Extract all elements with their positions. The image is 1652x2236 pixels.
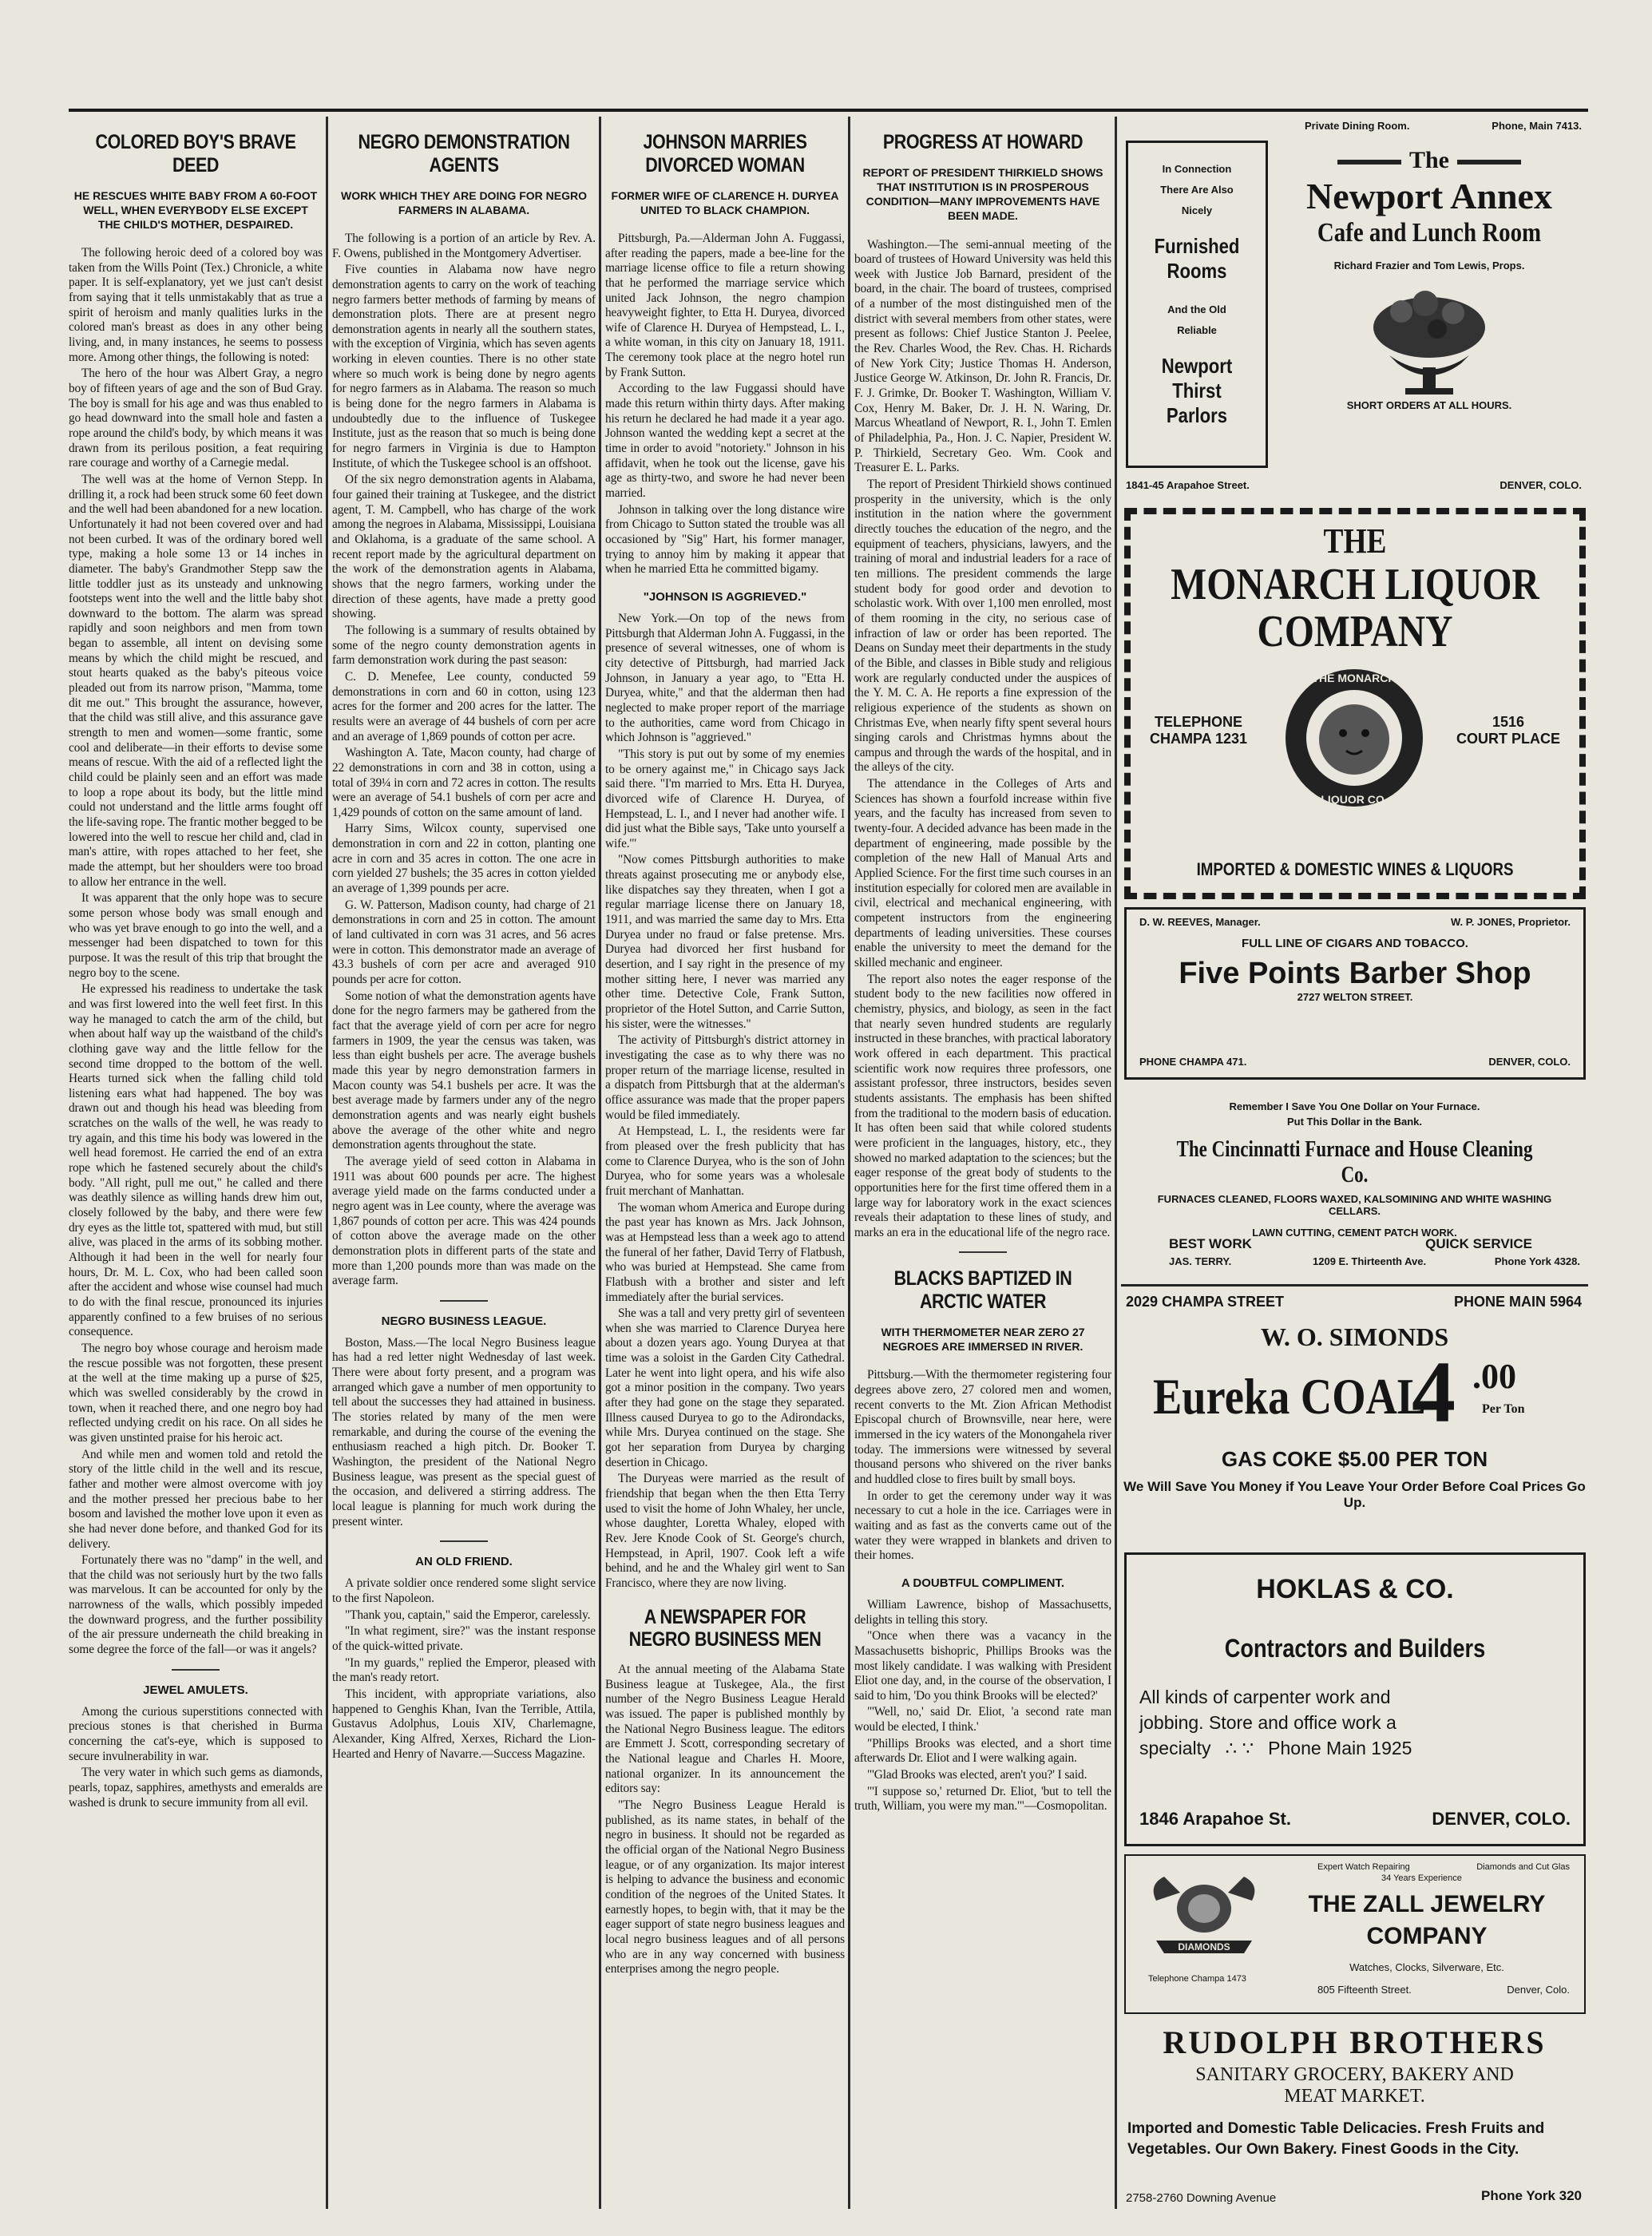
column-rule: [326, 117, 328, 2209]
paragraph: The very water in which such gems as diamonds, pearls, topaz, sapphires, amethysts and emeralds are washed is drunk to secure immunity from all evil.: [69, 1766, 323, 1810]
paragraph: "In what regiment, sire?" was the instant response of the quick-witted private.: [332, 1624, 596, 1653]
ad-price: 4: [1412, 1343, 1456, 1441]
paragraph: "'I suppose so,' returned Dr. Eliot, 'but to tell the truth, William, you were my man.'"—Cosmopolitan.: [854, 1784, 1111, 1814]
ad-title: COMPANY: [1257, 606, 1453, 656]
paragraph: Fortunately there was no "damp" in the well, and that the child was not seriously hurt by the two falls was marvelous. It can be accounted for only by the narrowness of the walls, which possibly impeded the downward progress, and the further possibility of the air pressure underneath the child breaking in some degree the force of the fall—or was it angels?: [69, 1553, 323, 1657]
ad-text: Furnished: [1154, 234, 1240, 258]
deck-progress-howard: REPORT OF PRESIDENT THIRKIELD SHOWS THAT INSTITUTION IS IN PROSPEROUS CONDITION—MANY IMPROVEMENTS HAVE BEEN MADE.: [862, 165, 1103, 223]
paragraph: The attendance in the Colleges of Arts and Sciences has shown a fourfold increase within five years, and the faculty has increased from seven to twenty-four. A decided advance has been made in the department of engineering, made possible by the completion of the new Hall of Manual Arts and Applied Science. For the first time such courses in an institution especially for colored men are available in civil, electrical and mechanical engineering, with competent instructors from the engineering departments of leading universities. These courses enable the university to meet the demand for the skilled mechanic and engineer.: [854, 777, 1111, 969]
ad-text: THE: [1323, 521, 1387, 561]
column-4: [854, 117, 1111, 2209]
ad-text: Phone York 4328.: [1494, 1255, 1580, 1267]
paragraph: The report of President Thirkield shows continued prosperity in the university, which is the only institution in the nation where the government directly touches the education of the negro, and the equipment of teachers, physicians, lawyers, and the training of moral and industrial leaders for a race of ten millions. The president commends the large student body for good order and devotion to scholastic work. With over 1,100 men enrolled, most of them rooming in the city, no serious case of infraction of law or order has been reported. The Deans on Sunday meet their departments in the study of the Bible, and classes in Bible study and religious work are regularly conducted under the auspices of the Y. M. C. A. He reports a fine expression of the religious experience of the students as shown on Christmas Eve, when nearly fifty spent several hours singing carols and Christmas hymns about the campus and through the wards of the hospital, and in the alleys of the city.: [854, 478, 1111, 775]
paragraph: "This story is put out by some of my enemies to be ornery against me," in Chicago says Jack said there. "I'm married to Mrs. Etta H. Duryea, divorced wife of Clarence H. Duryea, of Hempstead, L. I., and I never had another wife. I did just what the Bible says, 'Take unto yourself a wife.'": [605, 747, 845, 850]
column-2: [332, 117, 596, 2209]
crest-label: DIAMONDS: [1178, 1941, 1230, 1953]
ad-zall-jewelry: [1124, 1854, 1586, 2014]
paragraph: "The Negro Business League Herald is published, as its name states, in behalf of the negro in business. It should not be regarded as the official organ of the National Negro Business league, or of any organization. Its major interest is helping to advance the business and economic condition of the negroes of the United States. It earnestly hopes, to begin with, that it may be the eager support of state negro business leagues and local negro business leagues and of all persons who are in any way concerned with business enterprises among the negro people.: [605, 1798, 845, 1976]
ad-text: Phone York 320: [1481, 2188, 1582, 2203]
ad-text: FURNACES CLEANED, FLOORS WAXED, KALSOMINING AND WHITE WASHING CELLARS.: [1157, 1193, 1552, 1217]
ad-title: RUDOLPH BROTHERS: [1163, 2024, 1547, 2060]
ad-text: IMPORTED & DOMESTIC WINES & LIQUORS: [1196, 859, 1514, 879]
ad-text: Put This Dollar in the Bank.: [1286, 1116, 1423, 1128]
paragraph: The following heroic deed of a colored boy was taken from the Wills Point (Tex.) Chronicle, a white paper. It is self-explanatory, yet we just can't desist from saying that it tells unmistakably that as true a spirit of heroism and manly qualities lurks in the colored man's breast as does in any other being living, and, in many instances, he seems to possess more. Among other things, the following is noted:: [69, 246, 323, 364]
article-progress-howard: [854, 238, 1111, 1241]
article-blacks-baptized: [854, 1368, 1111, 1564]
ad-rule: [1121, 1284, 1588, 1286]
paragraph: The report also notes the eager response of the student body to the new facilities now offered in chemistry, physics, and biology, as seen in the fact that nearly seven hundred students are regularly instructed in these branches, with practical laboratory work offered in each department. This practical scientific work now requires three professors, one assistant professor, three instructors, besides seven students assistants. The emphasis has been shifted from the traditional to the modern basis of education. It has often been said that while colored students were proficient in the languages, history, etc., they showed no marked adaptation to the sciences; but the eager response of the great body of students to the opportunities here for the first time offered them in a large way for laboratory work in the exact sciences reveals their adaptation to these lines of study, and marks an era in the educational life of the negro race.: [854, 972, 1111, 1239]
column-1: [69, 117, 323, 2209]
ad-text: SANITARY GROCERY, BAKERY AND: [1195, 2064, 1514, 2085]
ad-text: Expert Watch Repairing: [1317, 1862, 1410, 1872]
paragraph: Johnson in talking over the long distance wire from Chicago to Sutton stated the trouble was all occasioned by "Sig" Hart, his former manager, trying to annoy him by making it appear that when he married Etta he committed bigamy.: [605, 502, 845, 577]
column-5-ads: [1121, 117, 1588, 2209]
headline-blacks-baptized: BLACKS BAPTIZED IN ARCTIC WATER: [893, 1267, 1072, 1314]
ad-text: DENVER, COLO.: [1488, 1056, 1571, 1068]
paragraph: The following is a portion of an article by Rev. A. F. Owens, published in the Montgomery Advertiser.: [332, 231, 596, 260]
ad-text: DENVER, COLO.: [1432, 1809, 1571, 1829]
ad-text: Per Ton: [1482, 1402, 1525, 1416]
ad-title: The Cincinnatti Furnace and House Cleaning Co.: [1176, 1137, 1533, 1187]
column-3: [605, 117, 845, 2209]
top-rule: [69, 109, 1588, 112]
paragraph: Pittsburgh, Pa.—Alderman John A. Fuggassi, after reading the papers, made a bee-line for the marriage license office to file a return showing that he performed the marriage service which united Jack Johnson, the negro champion heavyweight fighter, to Etta H. Duryea, divorced wife of Clarence H. Duryea of Hempstead, L. I., a white woman, in this city on January 18, 1911. The ceremony took place at the negro hotel run by Frank Sutton.: [605, 231, 845, 379]
ad-text: SHORT ORDERS AT ALL HOURS.: [1346, 399, 1512, 412]
ad-hoklas: [1124, 1552, 1586, 1846]
paragraph: And while men and women told and retold the story of the little child in the well and its rescue, father and mother were almost overcome with joy and the mother pressed her precious babe to her bosom and lavished the mother love upon it even as she had never done before, and thanked God for its delivery.: [69, 1447, 323, 1551]
paragraph: Pittsburg.—With the thermometer registering four degrees above zero, 27 colored men and women, recent converts to the Mt. Zion African Methodist Episcopal church of Brownsville, near here, were immersed in the icy waters of the Monongahela river today. The immersions were witnessed by several thousand persons who shivered on the river banks and huddled close to fires built by small boys.: [854, 1368, 1111, 1486]
decorative-rule: [1457, 160, 1521, 165]
paragraph: The well was at the home of Vernon Stepp. In drilling it, a rock had been struck some 60 feet down and the well had been abandoned for a new location. Unfortunately it had not been covered over and had not been curbed. It was of the ordinary bored well type, making a hole some 13 or 14 inches in diameter. The baby's Grandmother Stepp saw the little toddler just as its unsteady and unknowing footsteps went into the well and the little baby shot downward to the bottom. The alarm was spread rapidly and soon neighbors and men from town began to assemble, all intent on devising some means by which the child might be rescued, and stout hearts quaked as the baby's piteous voice pleaded out from its narrow prison, "Mamma, tome dit me out." This brought the assurance, however, that the child was still alive, and this assurance gave strength to men and women—some frantic, some cool and deliberate—in their efforts to devise some means of rescue. With the aid of a reflected light the child could be plainly seen and an effort was made to loop a rope about its body, but the little mind could not understand and the little arms fought off the life-saving rope. The frantic mother begged to be lowered into the well to rescue her child and, clad in man's attire, with ropes attached to her feet, she made the attempt, but her shoulders were too broad to allow her entrance in the well.: [69, 472, 323, 889]
paragraph: The hero of the hour was Albert Gray, a negro boy of fifteen years of age and the son of Bud Gray. The boy is small for his age and was thus enabled to go head downward into the small hole and fasten a rope around the child's body, by which means it was drawn from its perilous position, a feat requiring rare courage and worthy of a Carnegie medal.: [69, 367, 323, 470]
ad-subtitle: Cafe and Lunch Room: [1317, 218, 1542, 248]
ad-title: HOKLAS & CO.: [1256, 1574, 1454, 1604]
ad-text: Phone, Main 7413.: [1492, 120, 1582, 132]
deck-brave-deed: HE RESCUES WHITE BABY FROM A 60-FOOT WELL, WHEN EVERYBODY ELSE EXCEPT THE CHILD'S MOTHER, DESPAIRED.: [73, 188, 318, 231]
ad-text: Reliable: [1177, 324, 1217, 336]
ad-text: All kinds of carpenter work and jobbing. Store and office work a specialty ∴ ∵ Phone Main 1925: [1139, 1687, 1412, 1759]
subhead-business-league: NEGRO BUSINESS LEAGUE.: [381, 1314, 547, 1328]
ad-text: 34 Years Experience: [1381, 1873, 1462, 1883]
ad-text: Private Dining Room.: [1305, 120, 1410, 132]
paragraph: This incident, with appropriate variations, also happened to Genghis Khan, Ivan the Terrible, Attila, Gustavus Adolphus, Louis XIV, Charlemagne, Alexander, King Alfred, Xerxes, Richard the Lion-Hearted and Henry of Navarre.—Success Magazine.: [332, 1687, 596, 1761]
ad-text: Telephone Champa 1473: [1148, 1974, 1246, 1984]
headline-newspaper-business: A NEWSPAPER FOR NEGRO BUSINESS MEN: [628, 1605, 822, 1651]
decorative-rule: [1337, 160, 1401, 165]
ad-title: THE ZALL JEWELRY: [1308, 1891, 1546, 1917]
paragraph: The negro boy whose courage and heroism made the rescue possible was not forgotten, these present at the well at the time making up a purse of $25, which was swelled considerably by the crowd in town, when it reached there, and one negro boy had reflected undying credit on his race. On all sides he was given unstinted praise for his heroic act.: [69, 1341, 323, 1445]
ad-text: Rooms: [1167, 259, 1227, 283]
subhead-old-friend: AN OLD FRIEND.: [415, 1555, 513, 1569]
ad-text: Richard Frazier and Tom Lewis, Props.: [1333, 260, 1525, 272]
ad-text: D. W. REEVES, Manager.: [1139, 916, 1261, 928]
paragraph: Boston, Mass.—The local Negro Business league has had a red letter night Wednesday of last week. There were about forty present, and a program was arranged which gave a number of men opportunity to tell about the successes they had attained in business. The stories related by many of the men were remarkable, and during the course of the evening the enthusiasm reached a high pitch. Dr. Booker T. Washington, the president of the National Negro Business league, was present as the special guest of the occasion, and delivered a stirring address. The local league is planning for much work during the present winter.: [332, 1335, 596, 1528]
ad-title: Newport Annex: [1306, 176, 1552, 216]
ad-text: 1516 COURT PLACE: [1456, 714, 1560, 747]
paragraph: G. W. Patterson, Madison county, had charge of 21 demonstrations in corn and 25 in cotton. The amount of land cultivated in corn was 31 acres, and 56 acres were in cotton. This demonstrator made an average of 43.3 bushels of corn per acre and averaged 910 pounds per acre for cotton.: [332, 898, 596, 987]
paragraph: William Lawrence, bishop of Massachusetts, delights in telling this story.: [854, 1597, 1111, 1627]
ad-text: Imported and Domestic Table Delicacies. Fresh Fruits and Vegetables. Our Own Bakery. Finest Goods in the City.: [1127, 2120, 1545, 2158]
ad-text: 2029 CHAMPA STREET: [1126, 1294, 1285, 1310]
paragraph: A private soldier once rendered some slight service to the first Napoleon.: [332, 1576, 596, 1605]
ad-text: QUICK SERVICE: [1425, 1236, 1532, 1251]
ad-text: Parlors: [1166, 403, 1228, 427]
newspaper-page: [69, 109, 1588, 2209]
ad-text: Diamonds and Cut Glas: [1476, 1862, 1570, 1872]
seal-bottom-text: LIQUOR CO.: [1321, 793, 1388, 806]
separator: [440, 1300, 488, 1302]
deck-johnson-marries: FORMER WIFE OF CLARENCE H. DURYEA UNITED TO BLACK CHAMPION.: [611, 188, 839, 216]
seal-top-text: THE MONARCH: [1312, 672, 1396, 684]
separator: [172, 1669, 220, 1671]
column-rule: [1115, 117, 1117, 2209]
paragraph: He expressed his readiness to undertake the task and was first lowered into the well feet first. In this way he managed to catch the arm of the child, but when about half way up the waistband of the child's clothing gave way and the little fellow for the second time dropped to the bottom of the well. Hearts turned sick when the falling child told listening ears what had happened. The boy was drawn out and though his head was bleeding from scratches on the walls of the well, he was ready to try again, and this time his body was lowered in the well head foremost. He carried the end of an extra rope which he fastened securely about the child's body. "All right, pull me out," he called and there was deathly silence as willing hands drew him out, closely followed by the baby, and there were few dry eyes as the little tot, spattered with mud, but still alive, was placed in the arms of its sobbing mother. Although it had been in the well for nearly four hours, Dr. M. L. Cox, who had been called soon after the accident and whose wise counsel had much to do with the final rescue, pronounced its injuries apparently confined to a few bruises of no serious consequence.: [69, 982, 323, 1339]
paragraph: At the annual meeting of the Alabama State Business league at Tuskegee, Ala., the first number of the Negro Business League Herald was issued. The paper is published monthly by the National Negro Business league. The editors are Emmett J. Scott, corresponding secretary of the National league and Charles H. Moore, national organizer. In its announcement the editors say:: [605, 1663, 845, 1796]
headline-progress-howard: PROGRESS AT HOWARD: [882, 131, 1084, 153]
article-johnson-marries: [605, 232, 845, 577]
ad-text: And the Old: [1167, 303, 1226, 315]
article-newspaper-business: [605, 1663, 845, 1977]
ad-text: FULL LINE OF CIGARS AND TOBACCO.: [1242, 937, 1468, 950]
ad-text: There Are Also: [1160, 184, 1234, 196]
paragraph: "Now comes Pittsburgh authorities to make threats against prosecuting me or anybody else, like dispatches say they threaten, when I got a regular marriage license there on January 18, 1911, and was married the same day to Mrs. Etta Duryea under no fraud or false pretense. Mrs. Duryea had divorced her first husband for desertion, and I say right in the presence of my mother sitting here, I never was married any other time. Detective Cole, Frank Sutton, proprietor of the Hotel Sutton, and Carrie Sutton, his sister, were the witnesses.": [605, 853, 845, 1031]
ad-text: 805 Fifteenth Street.: [1317, 1984, 1412, 1996]
ad-eureka-coal: [1121, 1290, 1588, 1546]
column-rule: [599, 117, 601, 2209]
paragraph: Washington.—The semi-annual meeting of the board of trustees of Howard University was held this week with Justice Job Barnard, president of the board, in the chair. The board of trustees, comprised of a number of the most distinguished men of the district with several members from other states, were present as follows: Chief Justice Stanton J. Peelee, the Rev. Charles Wood, the Rev. Chas. H. Richards of New York City; Justice Thomas H. Anderson, Justice George W. Atkinson, Dr. John R. Francis, Dr. F. J. Grimke, Dr. Booker T. Washington, William V. Cox, Henry M. Baker, Dr. J. H. N. Waring, Dr. Marcus Wheatland of Newport, R. I., John T. Emlen of Philadelphia, Pa., Hon. J. C. Napier, President W. P. Thirkield, Secretary Geo. Wm. Cook and Treasurer E. L. Parks.: [854, 237, 1111, 475]
paragraph: "Thank you, captain," said the Emperor, carelessly.: [345, 1608, 591, 1622]
article-doubtful-compliment: [854, 1598, 1111, 1814]
article-old-friend: [332, 1576, 596, 1762]
article-johnson-aggrieved: [605, 612, 845, 1592]
paragraph: New York.—On top of the news from Pittsburgh that Alderman John A. Fuggassi, in the presence of several witnesses, one of whom is city detective of Pittsburgh, had married Jack Johnson, in January a year ago, to "Etta H. Duryea, white," and that the alderman then had neglected to make proper report of the marriage to the authorities, came word from Chicago in which Johnson is "aggrieved.": [605, 611, 845, 745]
ad-text: We Will Save You Money if You Leave Your Order Before Coal Prices Go Up.: [1123, 1479, 1586, 1510]
ad-main: [1278, 147, 1581, 411]
paragraph: "In my guards," replied the Emperor, pleased with the man's ready retort.: [332, 1655, 596, 1685]
ad-text: 2758-2760 Downing Avenue: [1126, 2191, 1277, 2205]
ad-text: PHONE CHAMPA 471.: [1139, 1056, 1247, 1068]
ad-text: W. O. SIMONDS: [1260, 1322, 1449, 1351]
ad-text: MEAT MARKET.: [1284, 2086, 1425, 2107]
ad-side-box: [1126, 141, 1268, 468]
headline-demonstration-agents: NEGRO DEMONSTRATION AGENTS: [358, 131, 570, 176]
deck-blacks-baptized: WITH THERMOMETER NEAR ZERO 27 NEGROES ARE IMMERSED IN RIVER.: [881, 1325, 1085, 1354]
ad-text: 2727 WELTON STREET.: [1297, 991, 1413, 1003]
ad-monarch-liquor: [1124, 508, 1586, 899]
article-demonstration-agents: [332, 232, 596, 1289]
fruit-basket-icon: [1357, 280, 1501, 399]
paragraph: The activity of Pittsburgh's district attorney in investigating the case as to why there was no proper return of the marriage license, resulted in a dispatch from Pittsburgh that at the alderman's office assurance was made that the proper papers would be filed immediately.: [605, 1033, 845, 1122]
article-jewel-amulets: [69, 1705, 323, 1811]
ad-text: TELEPHONE CHAMPA 1231: [1150, 714, 1248, 747]
paragraph: Among the curious superstitions connected with precious stones is that cherished in Burma concerning the cat's-eye, which is supposed to secure invulnerability in war.: [69, 1704, 323, 1763]
ad-subtitle: Contractors and Builders: [1224, 1634, 1486, 1663]
paragraph: "Phillips Brooks was elected, and a short time afterwards Dr. Eliot and I were walking again.: [854, 1736, 1111, 1766]
separator: [440, 1540, 488, 1542]
ad-rudolph-brothers: [1121, 2024, 1588, 2209]
paragraph: The average yield of seed cotton in Alabama in 1911 was about 600 pounds per acre. The highest average yield made on the farms conducted under a negro agent was in Lee county, where the average was 1,867 pounds of cotton per acre. This was 424 pounds of cotton above the average made on the other demonstration plots in different parts of the state and more than 1,200 pounds more than was made on the average farm.: [332, 1154, 596, 1288]
paragraph: Harry Sims, Wilcox county, supervised one demonstration in corn and 22 in cotton, planting one acre in corn and 35 acres in cotton. The one acre in corn yielded 27 bushels; the 35 acres in cotton yielded an average of 1,399 pounds per acre.: [332, 822, 596, 896]
ad-text: LAWN CUTTING, CEMENT PATCH WORK.: [1252, 1227, 1457, 1239]
ad-title: MONARCH LIQUOR: [1171, 560, 1539, 609]
ad-title: Five Points Barber Shop: [1179, 957, 1531, 990]
headline-brave-deed: COLORED BOY'S BRAVE DEED: [95, 131, 296, 176]
ad-text: The: [1278, 147, 1581, 174]
ad-text: 1209 E. Thirteenth Ave.: [1313, 1255, 1427, 1267]
paragraph: In order to get the ceremony under way it was necessary to cut a hole in the ice. Carriages were in waiting and as fast as the converts came out of the water they were wrapped in blankets and driven to their homes.: [854, 1489, 1111, 1563]
ad-text: Newport Thirst: [1161, 354, 1233, 402]
subhead-johnson-aggrieved: "JOHNSON IS AGGRIEVED.": [643, 589, 807, 604]
paragraph: The woman whom America and Europe during the past year has known as Mrs. Jack Johnson, was at Hempstead less than a week ago to attend the funeral of her father, David Terry of Flatbush, who was buried at Hempstead. She came from Flatbush with a brother and sister and left immediately after the burial services.: [605, 1200, 845, 1304]
paragraph: Some notion of what the demonstration agents have done for the negro farmers may be gathered from the fact that the average yield of corn per acre for negro farmers in 1909, the year the census was taken, was less than eight bushels per acre. The average bushels made this year by negro demonstration farmers in Macon county was 54.1 bushels per acre. It was the best average made by farmers under any of the negro demonstration agents and was nearly eight bushels above the average of the other white and negro demonstration agents throughout the state.: [332, 989, 596, 1152]
ad-text: W. P. JONES, Proprietor.: [1450, 916, 1571, 928]
paragraph: At Hempstead, L. I., the residents were far from pleased over the fresh publicity that has come to Clarence Duryea, who is the son of John Duryea, who for some years was a wholesale fruit merchant of Manhattan.: [605, 1124, 845, 1198]
paragraph: The Duryeas were married as the result of friendship that began when the then Etta Terry used to visit the home of John Whaley, her uncle, whose daughter, Loretta Whaley, eloped with Rev. Jere Knode Cook of St. George's church, Hempstead, in April, 1907. Cook left a wife behind, and he and the Whaley girl went to San Francisco, where they are now living.: [605, 1472, 845, 1590]
paragraph: It was apparent that the only hope was to secure some person whose body was small enough and who was yet brave enough to go into the well, and a messenger had been dispatched to town for this purpose. It was the result of this trip that brought the negro boy to the scene.: [69, 891, 323, 980]
paragraph: "Once when there was a vacancy in the Massachusetts bishopric, Phillips Brooks was the most likely candidate. I was walking with President Eliot one day, and, in the course of the observation, I said to him, 'Do you think Brooks will be elected?': [854, 1629, 1111, 1703]
ad-text: Remember I Save You One Dollar on Your Furnace.: [1229, 1100, 1480, 1112]
lion-seal-icon: [1282, 666, 1426, 810]
separator: [959, 1251, 1007, 1253]
paragraph: C. D. Menefee, Lee county, conducted 59 demonstrations in corn and 60 in cotton, using 123 acres for the former and 200 acres for the latter. The results were an average of 44 bushels of corn per acre and an average of 1,869 pounds of cotton per acre.: [332, 669, 596, 743]
ad-text: PHONE MAIN 5964: [1453, 1294, 1582, 1310]
ad-text: GAS COKE $5.00 PER TON: [1221, 1447, 1488, 1471]
paragraph: Washington A. Tate, Macon county, had charge of 22 demonstrations in corn and 38 in cotton, using a total of 39¼ in corn and 72 acres in cotton. The results were an average of 54.1 bushels of corn per acre and 1,429 pounds of cotton on the same amount of land.: [332, 746, 596, 819]
ad-text: 1841-45 Arapahoe Street.: [1126, 479, 1250, 491]
ad-text: JAS. TERRY.: [1169, 1255, 1232, 1267]
ad-text: Denver, Colo.: [1507, 1984, 1570, 1996]
article-business-league: [332, 1336, 596, 1530]
ad-title: Eureka COAL: [1153, 1368, 1427, 1425]
ad-text: DENVER, COLO.: [1499, 479, 1582, 491]
subhead-doubtful-compliment: A DOUBTFUL COMPLIMENT.: [901, 1576, 1065, 1590]
ad-barber-shop: [1124, 907, 1586, 1080]
paragraph: She was a tall and very pretty girl of seventeen when she was married to Clarence Duryea here about a dozen years ago. Young Duryea at that time was a soloist in the Garden City Cathedral. Later he went into light opera, and his wife also got a minor position in the company. Two years after they had gone on the stage they separated. Illness caused Duryea to go to the Adirondacks, while Mrs. Duryea continued on the stage. She got her separation from Duryea by charging desertion in Chicago.: [605, 1306, 845, 1469]
column-rule: [848, 117, 850, 2209]
headline-johnson-marries: JOHNSON MARRIES DIVORCED WOMAN: [643, 131, 807, 176]
ad-text: In Connection: [1162, 163, 1232, 175]
paragraph: According to the law Fuggassi should have made this return within thirty days. After making his return he declared he had made it a year ago. Johnson wanted the wedding kept a secret at the time in order to avoid "notoriety." Johnson in his affidavit, when he took out the license, gave his age as thirty-two, and swore he had never been married.: [605, 382, 845, 501]
ad-text: 1846 Arapahoe St.: [1139, 1809, 1291, 1829]
paragraph: "'Glad Brooks was elected, aren't you?' I said.: [867, 1768, 1087, 1782]
paragraph: Five counties in Alabama now have negro demonstration agents to carry on the work of teaching negro farmers better methods of farming by means of demonstration plots. There are at present negro demonstration agents in nearly all the southern states, with the exception of Virginia, which has seven agents working in eleven counties. There is no other state where so much work is being done by negro agents for negro farmers as in Alabama. The reason so much is being done for the negro farmers in Alabama is undoubtedly due to the influence of Tuskegee Institute, just as the reason that so much is being done for negro farmers in Virginia is due to Hampton Institute, of which the Tuskegee school is an offshoot.: [332, 263, 596, 470]
ad-text: BEST WORK: [1169, 1236, 1252, 1251]
dots-icon: ∴ ∵: [1225, 1738, 1254, 1759]
deck-demonstration-agents: WORK WHICH THEY ARE DOING FOR NEGRO FARMERS IN ALABAMA.: [341, 188, 587, 216]
ad-newport-annex: [1121, 117, 1588, 500]
paragraph: The following is a summary of results obtained by some of the negro county demonstration agents in farm demonstration work during the past season:: [332, 623, 596, 668]
crest-icon: [1140, 1869, 1268, 1964]
ad-text: Nicely: [1181, 204, 1213, 216]
article-brave-deed: [69, 246, 323, 1658]
paragraph: Of the six negro demonstration agents in Alabama, four gained their training at Tuskegee, and the district agent, T. M. Campbell, who has charge of the work among the negroes in Alabama, Mississippi, Louisiana and Oklahoma, is a graduate of the same school. A recent report made by the agricultural department on the work of the demonstration agents in Alabama, shows that the negro farmers, working under the direction of these agents, have made a pretty good showing.: [332, 473, 596, 621]
ad-price-cents: .00: [1472, 1357, 1516, 1396]
ad-text: Watches, Clocks, Silverware, Etc.: [1349, 1961, 1504, 1973]
paragraph: "'Well, no,' said Dr. Eliot, 'a second rate man would be elected, I think.': [854, 1705, 1111, 1734]
subhead-jewel-amulets: JEWEL AMULETS.: [143, 1683, 248, 1697]
ad-title: COMPANY: [1366, 1923, 1488, 1949]
